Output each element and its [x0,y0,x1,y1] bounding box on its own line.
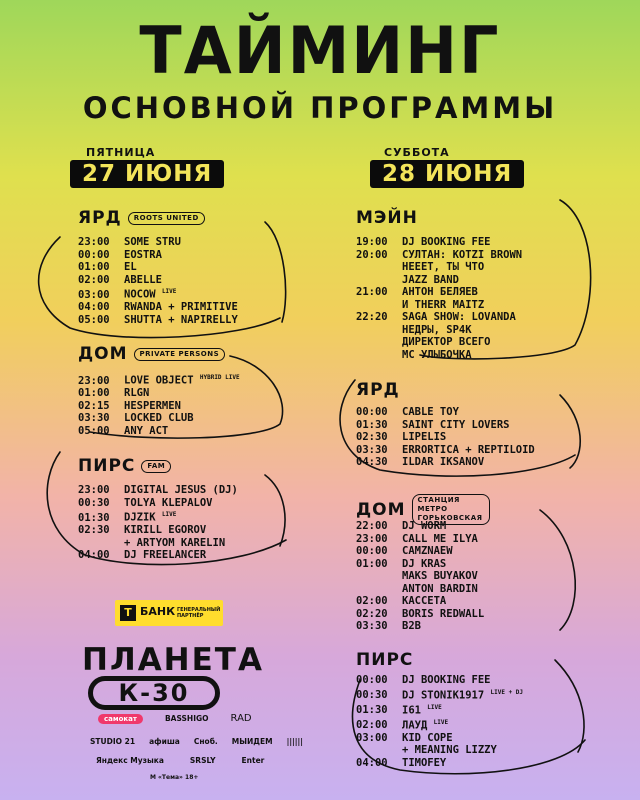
tbank-subtitle: ГЕНЕРАЛЬНЫЙ ПАРТНЁР [177,607,221,619]
schedule-row: 01:30 I61 $^{LIVE}$ [356,703,442,716]
festival-logo-line1: ПЛАНЕТА [82,642,264,678]
venue-header-saturday-main [356,208,418,228]
venue-title: ПИРС [356,650,414,670]
schedule-saturday-yard [356,406,535,469]
schedule-row: 00:00 CABLE TOY [356,406,459,418]
schedule-row: 01:00 EL [78,261,137,273]
sponsors-row-3 [96,756,264,765]
schedule-row: 01:30 DJZIK $^{LIVE}$ [78,511,177,524]
sponsor-logo: Сноб. [193,737,218,746]
schedule-row: 23:00 CALL ME ILYA [356,532,478,545]
schedule-row: 00:00 DJ BOOKING FEE [356,674,491,686]
venue-header-friday-pirs [78,456,171,476]
schedule-row: И THERR MAITZ [402,298,485,311]
schedule-row: 22:20 SAGA SHOW: LOVANDA [356,311,516,323]
tbank-shield-icon: Т [120,605,136,621]
schedule-row: 01:30 SAINT CITY LOVERS [356,418,510,431]
sponsor-logo: BASSHIGO [164,714,209,723]
venue-title: ПИРС [78,456,136,476]
page-title: ТАЙМИНГ [139,12,501,89]
schedule-row: 02:30 LIPELIS [356,431,447,443]
schedule-row: 03:00 KID COPE [356,731,453,744]
venue-title: ДОМ [356,499,406,520]
schedule-row: 02:00 ABELLE [78,273,162,286]
schedule-row: 00:00 CAMZNAEW [356,545,453,557]
venue-title: ЯРД [78,208,122,228]
sponsor-logo: |||||| [286,737,304,746]
schedule-row: 21:00 АНТОН БЕЛЯЕВ [356,286,478,298]
schedule-row: 04:30 ILDAR IKSANOV [356,456,485,468]
saturday-weekday: СУББОТА [384,146,450,159]
schedule-row: 23:00 SOME STRU [78,236,181,248]
sponsors-row-2 [90,737,303,746]
footer-caption: М «Тема» 18+ [150,774,199,781]
venue-tag: ROOTS UNITED [128,212,205,225]
tbank-name: БАНК [140,605,176,618]
schedule-saturday-dom [356,520,484,633]
schedule-row: 02:15 HESPERMEN [78,399,181,412]
venue-tag: PRIVATE PERSONS [134,348,226,361]
schedule-row: MC УЛЫБОЧКА [402,348,472,361]
sponsor-logo: RAD [230,713,252,724]
schedule-row: 03:00 NOCOW $^{LIVE}$ [78,288,177,301]
friday-weekday: ПЯТНИЦА [86,146,156,159]
schedule-row: НЕЕЕТ, ТЫ ЧТО [402,261,485,273]
schedule-row: 04:00 DJ FREELANCER [78,549,207,561]
page-subtitle: ОСНОВНОЙ ПРОГРАММЫ [82,91,558,125]
schedule-row: 19:00 DJ BOOKING FEE [356,236,491,248]
venue-header-saturday-pirs [356,650,413,670]
sponsor-logo: STUDIO 21 [90,737,136,746]
schedule-row: 23:00 LOVE OBJECT $^{HYBRID LIVE}$ [78,374,240,387]
sponsor-logo: самокат [98,714,143,724]
venue-header-saturday-yard [356,380,400,400]
schedule-row: 20:00 СУЛТАН: KOTZI BROWN [356,248,523,261]
schedule-saturday-pirs [356,674,523,769]
sponsor-logo: Enter [241,756,265,765]
schedule-row: + ARTYOM KARELIN [124,536,226,549]
venue-header-friday-dom [78,344,225,364]
schedule-row: НЕДРЫ, SP4K [402,323,472,336]
schedule-row: 01:00 RLGN [78,387,150,399]
schedule-row: 23:00 DIGITAL JESUS (DJ) [78,484,238,496]
sponsor-logo: афиша [149,737,180,746]
venue-title: ДОМ [78,344,128,364]
schedule-row: 05:00 SHUTTA + NAPIRELLY [78,313,238,326]
schedule-row: 04:00 TIMOFEY [356,756,447,769]
schedule-row: 22:00 DJ WORM [356,520,447,532]
schedule-row: 03:30 LOCKED CLUB [78,412,194,424]
schedule-row: 01:00 DJ KRAS [356,557,447,570]
schedule-row: 03:30 ERRORTICA + REPTILOID [356,443,535,456]
schedule-row: 04:00 RWANDA + PRIMITIVE [78,301,238,313]
schedule-row: 02:00 ЛАУД $^{LIVE}$ [356,718,449,731]
sponsor-logo: МЫИДЕМ [231,737,273,746]
schedule-row: 02:20 BORIS REDWALL [356,607,485,620]
venue-tag: FAM [141,460,171,473]
venue-title: МЭЙН [356,208,418,228]
festival-logo-line2: К-30 [88,676,220,710]
venue-title: ЯРД [356,380,400,400]
schedule-row: 03:30 B2B [356,620,421,632]
friday-date-badge: 27 ИЮНЯ [70,160,224,188]
schedule-friday-dom [78,372,240,437]
venue-tag: СТАНЦИЯ МЕТРО ГОРЬКОВСКАЯ [412,494,490,525]
schedule-row: 02:00 KACCETA [356,595,447,607]
schedule-friday-pirs [78,484,238,562]
schedule-row: ДИРЕКТОР ВСЕГО [402,336,491,348]
schedule-row: 00:30 DJ STONIK1917 $^{LIVE + DJ}$ [356,688,524,701]
schedule-row: MAKS BUYAKOV [402,570,478,582]
schedule-row: 00:30 TOLYA KLEPALOV [78,496,213,509]
schedule-friday-yard [78,236,238,326]
sponsor-logo: SRSLY [189,756,216,765]
tbank-logo [115,600,223,626]
schedule-row: 00:00 EOSTRA [78,248,162,261]
schedule-row: 02:30 KIRILL EGOROV [78,524,207,536]
sponsors-row-1 [98,713,252,724]
schedule-row: ANTON BARDIN [402,582,478,595]
venue-header-friday-yard [78,208,205,228]
schedule-saturday-main [356,236,522,361]
schedule-row: JAZZ BAND [402,273,459,286]
schedule-row: 05:00 ANY ACT [78,424,169,437]
schedule-row: + MEANING LIZZY [402,744,497,756]
saturday-date-badge: 28 ИЮНЯ [370,160,524,188]
sponsor-logo: Яндекс Музыка [96,756,164,765]
